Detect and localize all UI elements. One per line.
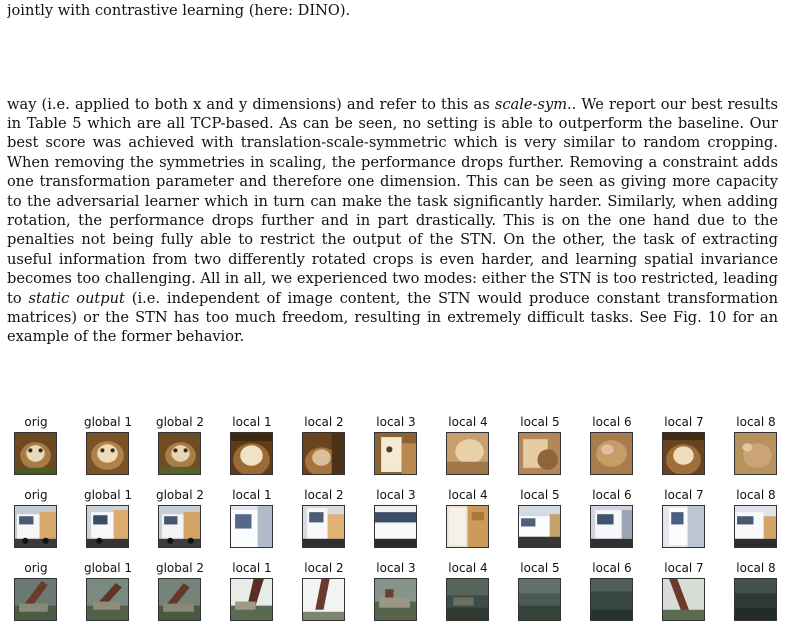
crop-label: local 7 xyxy=(664,561,704,575)
crop-label: local 5 xyxy=(520,561,560,575)
crop-image xyxy=(374,578,417,621)
crop-cell xyxy=(504,560,576,630)
crop-label: global 1 xyxy=(83,561,133,575)
crop-label: local 6 xyxy=(592,415,632,429)
paragraph-text-1: way (i.e. applied to both x and y dimensions) and refer to this as xyxy=(7,95,495,113)
paragraph-text-3: (i.e. independent of image content, the STN would produce constant transformation matrices) or the STN has too much freedom, resulting in extremely difficult tasks. See Fig. 10 for an example of the former behavior. xyxy=(7,289,778,346)
crop-label: local 2 xyxy=(304,488,344,502)
crop-image xyxy=(662,578,705,621)
crop-image xyxy=(590,505,633,548)
crop-cell xyxy=(144,414,216,484)
crop-image xyxy=(158,505,201,548)
crop-label: orig xyxy=(24,561,48,575)
crop-image xyxy=(86,578,129,621)
crop-label: local 5 xyxy=(520,415,560,429)
crop-cell xyxy=(720,487,786,557)
crop-image xyxy=(86,505,129,548)
preceding-text-line: jointly with contrastive learning (here: DINO). xyxy=(7,2,351,19)
crop-label: global 2 xyxy=(155,488,205,502)
crop-cell xyxy=(288,560,360,630)
crop-image xyxy=(302,505,345,548)
crop-image xyxy=(662,432,705,475)
paragraph-text-2: . We report our best results in Table 5 which are all TCP-based. As can be seen, no setting is able to outperform the baseline. Our best score was achieved with translation-scale-symmetric which is very similar to random cropping. When removing the symmetries in scaling, the performance drops further. Removing a constraint adds one transformation parameter and therefore one dimension. This can be seen as giving more capacity to the adversarial learner which in turn can make the task significantly harder. Similarly, when adding rotation, the performance drops further and in part drastically. This is on the one hand due to the penalties not being fully able to restrict the output of the STN. On the other, the task of extracting useful information from two differently rotated crops is even harder, and learning spatial invariance becomes too challenging. All in all, we experienced two modes: either the STN is too restricted, leading to xyxy=(7,95,778,307)
crop-image xyxy=(518,578,561,621)
crop-cell xyxy=(216,487,288,557)
crop-cell xyxy=(216,414,288,484)
crop-label: local 6 xyxy=(592,488,632,502)
crop-cell xyxy=(360,414,432,484)
crop-cell xyxy=(72,560,144,630)
crop-image xyxy=(734,505,777,548)
crop-label: local 8 xyxy=(736,415,776,429)
crop-cell xyxy=(360,560,432,630)
crop-cell xyxy=(576,560,648,630)
crop-cell xyxy=(216,560,288,630)
crop-cell xyxy=(72,487,144,557)
crop-label: global 1 xyxy=(83,415,133,429)
crop-image xyxy=(14,432,57,475)
crop-cell xyxy=(648,414,720,484)
crop-cell xyxy=(0,414,72,484)
crop-image xyxy=(590,578,633,621)
crop-cell xyxy=(576,414,648,484)
crop-label: orig xyxy=(24,488,48,502)
paragraph-emphasis-scale-sym: scale-sym. xyxy=(494,95,572,113)
crop-cell xyxy=(576,487,648,557)
crop-image xyxy=(302,432,345,475)
crop-image xyxy=(230,505,273,548)
crop-image xyxy=(374,432,417,475)
crop-label: local 3 xyxy=(376,415,416,429)
crop-cell xyxy=(72,414,144,484)
crop-cell xyxy=(144,560,216,630)
crop-image xyxy=(14,505,57,548)
crop-image xyxy=(590,432,633,475)
crop-image xyxy=(446,432,489,475)
crop-image xyxy=(662,505,705,548)
crop-label: local 8 xyxy=(736,561,776,575)
crop-label: local 1 xyxy=(232,561,272,575)
figure-row-frog xyxy=(0,414,786,484)
crop-image xyxy=(734,432,777,475)
crop-cell xyxy=(360,487,432,557)
crop-label: global 1 xyxy=(83,488,133,502)
crop-cell xyxy=(432,414,504,484)
body-paragraph xyxy=(7,95,778,347)
crop-cell xyxy=(504,487,576,557)
crop-image xyxy=(446,505,489,548)
crop-cell xyxy=(720,414,786,484)
figure-row-vehicle xyxy=(0,560,786,630)
crop-label: local 2 xyxy=(304,561,344,575)
crop-cell xyxy=(432,487,504,557)
crop-cell xyxy=(0,487,72,557)
crop-label: local 1 xyxy=(232,488,272,502)
crop-label: local 3 xyxy=(376,488,416,502)
crop-label: local 6 xyxy=(592,561,632,575)
crop-cell xyxy=(504,414,576,484)
crop-image xyxy=(14,578,57,621)
crop-label: local 7 xyxy=(664,415,704,429)
crop-image xyxy=(158,578,201,621)
crop-image xyxy=(230,578,273,621)
crop-cell xyxy=(0,560,72,630)
crop-label: global 2 xyxy=(155,561,205,575)
crop-label: local 4 xyxy=(448,415,488,429)
crop-cell xyxy=(720,560,786,630)
crop-cell xyxy=(288,487,360,557)
crop-image xyxy=(302,578,345,621)
crop-label: local 4 xyxy=(448,561,488,575)
crop-label: orig xyxy=(24,415,48,429)
crop-label: local 7 xyxy=(664,488,704,502)
figure-row-truck xyxy=(0,487,786,557)
crop-image xyxy=(446,578,489,621)
crop-label: local 5 xyxy=(520,488,560,502)
crop-image xyxy=(86,432,129,475)
crop-image xyxy=(734,578,777,621)
crop-label: local 2 xyxy=(304,415,344,429)
crop-label: local 8 xyxy=(736,488,776,502)
crop-image xyxy=(230,432,273,475)
crop-image xyxy=(374,505,417,548)
crop-cell xyxy=(648,487,720,557)
crop-image xyxy=(518,432,561,475)
crop-cell xyxy=(648,560,720,630)
crop-cell xyxy=(288,414,360,484)
crop-label: local 3 xyxy=(376,561,416,575)
crop-label: local 4 xyxy=(448,488,488,502)
paragraph-emphasis-static-output: static output xyxy=(28,289,125,307)
crop-image xyxy=(518,505,561,548)
crop-cell xyxy=(144,487,216,557)
crop-label: local 1 xyxy=(232,415,272,429)
crop-image xyxy=(158,432,201,475)
crop-cell xyxy=(432,560,504,630)
crop-label: global 2 xyxy=(155,415,205,429)
crop-figure xyxy=(0,414,786,630)
